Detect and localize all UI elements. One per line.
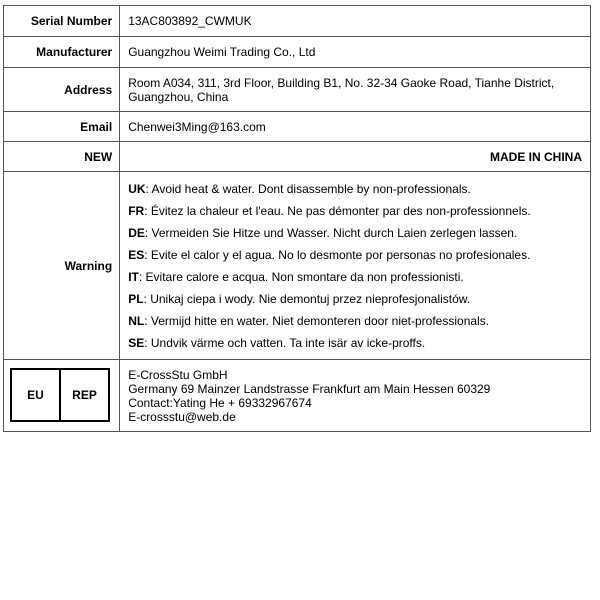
warning-list: [128, 178, 582, 354]
serial-number-value: 13AC803892_CWMUK: [120, 6, 591, 37]
eu-rep-symbol: [10, 368, 110, 422]
eu-rep-contact: Contact:Yating He + 69332967674: [128, 395, 312, 410]
manufacturer-row: [4, 37, 591, 68]
eu-rep-company: E-CrossStu GmbH: [128, 367, 228, 382]
eu-rep-details: [120, 360, 591, 432]
warning-text: : Unikaj ciepa i wody. Nie demontuj przez nieprofesjonalistów.: [143, 291, 471, 306]
warning-item-nl: [128, 310, 582, 332]
warning-code: UK: [128, 181, 146, 196]
warning-list-cell: [120, 172, 591, 360]
email-row: [4, 112, 591, 142]
origin-value: MADE IN CHINA: [120, 142, 591, 172]
warning-item-se: [128, 332, 582, 354]
address-line: Room A034, 311, 3rd Floor, Building B1, No. 32-34 Gaoke Road, Tianhe District,: [128, 75, 555, 90]
email-value: Chenwei3Ming@163.com: [120, 112, 591, 142]
address-label: Address: [4, 68, 120, 112]
eu-rep-badge-rep: REP: [59, 370, 108, 420]
serial-number-row: [4, 6, 591, 37]
eu-rep-badge-eu: EU: [27, 388, 44, 402]
warning-item-fr: [128, 200, 582, 222]
address-row: [4, 68, 591, 112]
warning-item-pl: [128, 288, 582, 310]
warning-item-de: [128, 222, 582, 244]
email-label: Email: [4, 112, 120, 142]
condition-label: NEW: [4, 142, 120, 172]
warning-code: IT: [128, 269, 139, 284]
warning-item-uk: [128, 178, 582, 200]
warning-text: : Evitare calore e acqua. Non smontare da non professionisti.: [138, 269, 464, 284]
warning-item-es: [128, 244, 582, 266]
warning-text: : Undvik värme och vatten. Ta inte isär av icke-proffs.: [144, 335, 426, 350]
warning-code: DE: [128, 225, 145, 240]
warning-text: : Evite el calor y el agua. No lo desmonte por personas no profesionales.: [144, 247, 531, 262]
warning-code: SE: [128, 335, 145, 350]
manufacturer-value: Guangzhou Weimi Trading Co., Ltd: [120, 37, 591, 68]
warning-code: FR: [128, 203, 145, 218]
warning-label: Warning: [4, 172, 120, 360]
warning-item-it: [128, 266, 582, 288]
warning-text: : Évitez la chaleur et l'eau. Ne pas démonter par des non-professionnels.: [144, 203, 531, 218]
address-line: Guangzhou, China: [128, 89, 229, 104]
warning-text: : Avoid heat & water. Dont disassemble by non-professionals.: [145, 181, 471, 196]
warning-text: : Vermijd hitte en water. Niet demonteren door niet-professionals.: [144, 313, 490, 328]
eu-rep-email: E-crossstu@web.de: [128, 409, 236, 424]
warning-code: PL: [128, 291, 144, 306]
product-label-table: [3, 5, 591, 432]
address-value: [120, 68, 591, 112]
warning-code: ES: [128, 247, 145, 262]
manufacturer-label: Manufacturer: [4, 37, 120, 68]
eu-rep-address: Germany 69 Mainzer Landstrasse Frankfurt am Main Hessen 60329: [128, 381, 491, 396]
condition-origin-row: [4, 142, 591, 172]
eu-rep-symbol-cell: [4, 360, 120, 432]
warning-code: NL: [128, 313, 145, 328]
warning-row: [4, 172, 591, 360]
warning-text: : Vermeiden Sie Hitze und Wasser. Nicht durch Laien zerlegen lassen.: [144, 225, 518, 240]
eu-rep-row: [4, 360, 591, 432]
serial-number-label: Serial Number: [4, 6, 120, 37]
